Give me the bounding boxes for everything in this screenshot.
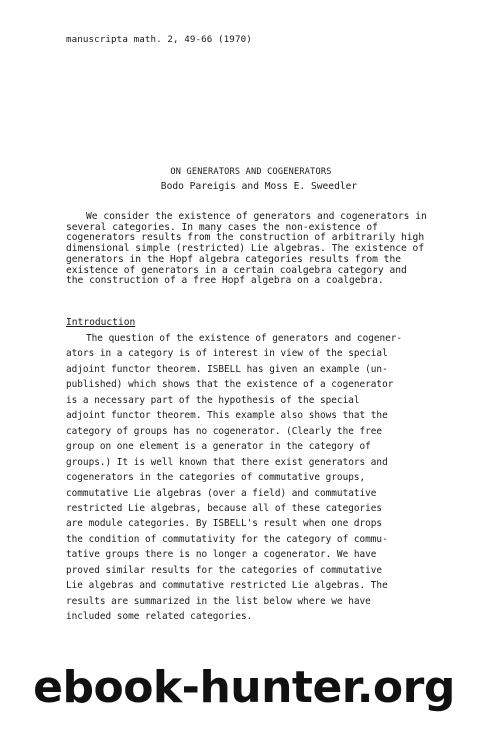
text-line: are module categories. By ISBELL's result when one drops (66, 518, 383, 530)
journal-citation: manuscripta math. 2, 49-66 (1970) (66, 34, 252, 45)
text-line: included some related categories. (66, 611, 253, 623)
text-line: groups.) It is well known that there exist generators and (66, 456, 388, 468)
text-line: is a necessary part of the hypothesis of the special (66, 394, 360, 406)
text-line: ators in a category is of interest in view of the special (66, 348, 388, 360)
text-line: The question of the existence of generators and cogener- (86, 333, 403, 344)
text-line: Lie algebras and commutative restricted Lie algebras. The (66, 580, 388, 592)
text-line: commutative Lie algebras (over a field) and commutative (66, 487, 377, 499)
text-line: restricted Lie algebras, because all of these categories (66, 502, 383, 514)
title-block (0, 166, 488, 195)
introduction-body (66, 331, 428, 625)
text-line: published) which shows that the existence of a cogenerator (66, 379, 394, 391)
text-line: tative groups there is no longer a cogenerator. We have (66, 549, 377, 561)
text-line: category of groups has no cogenerator. (Clearly the free (66, 425, 383, 437)
text-line: adjoint functor theorem. ISBELL has given an example (un- (66, 363, 388, 375)
abstract-text: We consider the existence of generators and cogenerators in several categories. In many cases the non-existence of cogenerators results from the construction of arbitrarily high dimensional simple (restricted) Lie algebras. The existence of generators in the Hopf algebra categories results from the existence of generators in a certain coalgebra category and the construction of a free Hopf algebra on a coalgebra. (66, 211, 427, 287)
text-line: group on one element is a generator in the category of (66, 441, 371, 453)
text-line: proved similar results for the categories of commutative (66, 564, 383, 576)
text-line: results are summarized in the list below where we have (66, 595, 371, 607)
abstract (66, 212, 428, 287)
section-heading-introduction: Introduction (66, 317, 136, 328)
text-line: adjoint functor theorem. This example also shows that the (66, 410, 388, 422)
text-line: the condition of commutativity for the category of commu- (66, 533, 388, 545)
paper-title: ON GENERATORS AND COGENERATORS (170, 167, 332, 177)
paper-authors: Bodo Pareigis and Moss E. Sweedler (160, 181, 358, 192)
watermark-logo[interactable]: ebook-hunter.org (33, 662, 455, 713)
text-line: cogenerators in the categories of commutative groups, (66, 472, 366, 484)
